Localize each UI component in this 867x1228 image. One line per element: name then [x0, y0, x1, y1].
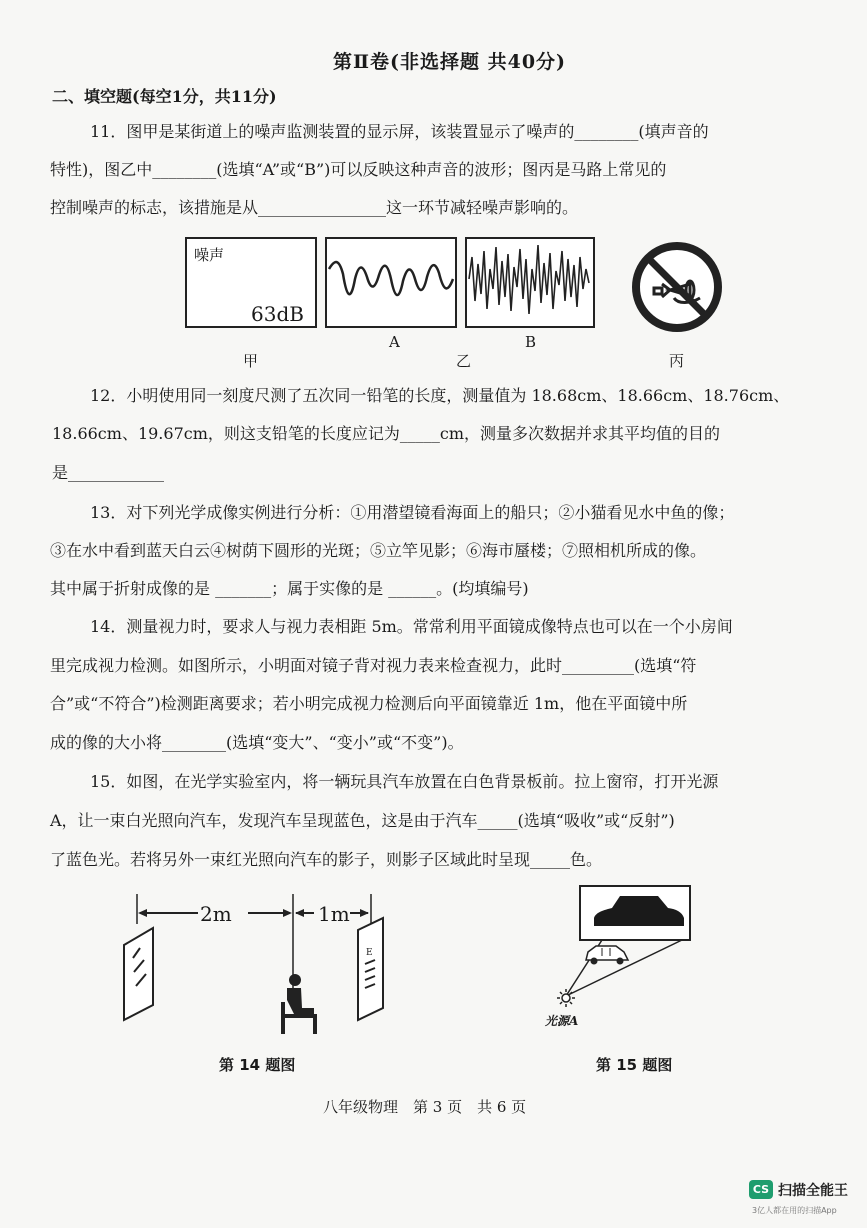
scanner-tagline: 3亿人都在用的扫描App [752, 1206, 837, 1215]
scanner-name: 扫描全能王 [778, 1183, 848, 1199]
q15-line-2: A，让一束白光照向汽车，发现汽车呈现蓝色，这是由于汽车_____(选填“吸收”或“反射”) [50, 811, 675, 830]
label-b: B [525, 333, 537, 351]
q14-line-1: 14．测量视力时，要求人与视力表相距 5m。常常利用平面镜成像特点也可以在一个小房间 [90, 617, 733, 636]
waveform-b [467, 239, 593, 326]
q12-line-1: 12．小明使用同一刻度尺测了五次同一铅笔的长度，测量值为 18.68cm、18.66cm、18.76cm、 [90, 386, 790, 405]
q11-line-1: 11．图甲是某街道上的噪声监测装置的显示屏，该装置显示了噪声的________(填声音的 [90, 122, 709, 141]
waveform-a-box [325, 237, 457, 328]
fig14-diagram [118, 890, 403, 1040]
waveform-a [327, 239, 455, 326]
q15-line-1: 15．如图，在光学实验室内，将一辆玩具汽车放置在白色背景板前。拉上窗帘，打开光源 [90, 772, 719, 791]
q13-line-1: 13．对下列光学成像实例进行分析：①用潜望镜看海面上的船只；②小猫看见水中鱼的像； [90, 503, 735, 522]
light-source-label: 光源A [545, 1014, 579, 1028]
noise-monitor-screen [185, 237, 317, 328]
fig15-diagram [540, 884, 700, 1029]
q12-line-2: 18.66cm、19.67cm，则这支铅笔的长度应记为_____cm，测量多次数据并求其平均值的目的 [52, 424, 721, 443]
caption-yi: 乙 [456, 352, 472, 370]
fig15-caption: 第 15 题图 [596, 1056, 673, 1074]
person-seated-icon [281, 974, 317, 1034]
screen-label: 噪声 [194, 246, 225, 264]
q14-line-2: 里完成视力检测。如图所示，小明面对镜子背对视力表来检查视力，此时_________(选填“符 [50, 656, 697, 675]
scanner-logo-icon: CS [749, 1180, 773, 1199]
distance-1m: 1m [318, 902, 350, 926]
svg-text:E: E [366, 948, 373, 958]
q12-line-3: 是____________ [52, 463, 165, 482]
page-title: 第Ⅱ卷(非选择题 共40分) [333, 51, 567, 73]
fig14-caption: 第 14 题图 [219, 1056, 296, 1074]
distance-2m: 2m [200, 902, 232, 926]
toy-car-icon [586, 946, 628, 965]
q14-line-3: 合”或“不符合”)检测距离要求；若小明完成视力检测后向平面镜靠近 1m，他在平面镜中所 [50, 694, 688, 713]
caption-jia: 甲 [243, 352, 259, 370]
q15-line-3: 了蓝色光。若将另外一束红光照向汽车的影子，则影子区域此时呈现_____色。 [50, 850, 603, 869]
page-footer: 八年级物理 第 3 页 共 6 页 [323, 1098, 527, 1116]
eye-chart-icon [358, 918, 383, 1020]
mirror-icon [124, 928, 153, 1020]
q13-line-3: 其中属于折射成像的是 _______；属于实像的是 ______。(均填编号) [50, 579, 529, 598]
q14-line-4: 成的像的大小将________(选填“变大”、“变小”或“不变”)。 [50, 733, 464, 752]
q11-line-2: 特性)，图乙中________(选填“A”或“B”)可以反映这种声音的波形；图丙是马路上常见的 [50, 160, 667, 179]
caption-bing: 丙 [669, 352, 685, 370]
section-heading: 二、填空题(每空1分，共11分) [52, 87, 277, 106]
label-a: A [389, 333, 400, 351]
waveform-b-box [465, 237, 595, 328]
light-source-icon [557, 989, 575, 1007]
screen-value: 63dB [251, 302, 304, 326]
q11-line-3: 控制噪声的标志，该措施是从________________这一环节减轻噪声影响的。 [50, 198, 579, 217]
q13-line-2: ③在水中看到蓝天白云④树荫下圆形的光斑；⑤立竿见影；⑥海市蜃楼；⑦照相机所成的像。 [50, 541, 707, 560]
no-horn-sign [630, 240, 724, 334]
